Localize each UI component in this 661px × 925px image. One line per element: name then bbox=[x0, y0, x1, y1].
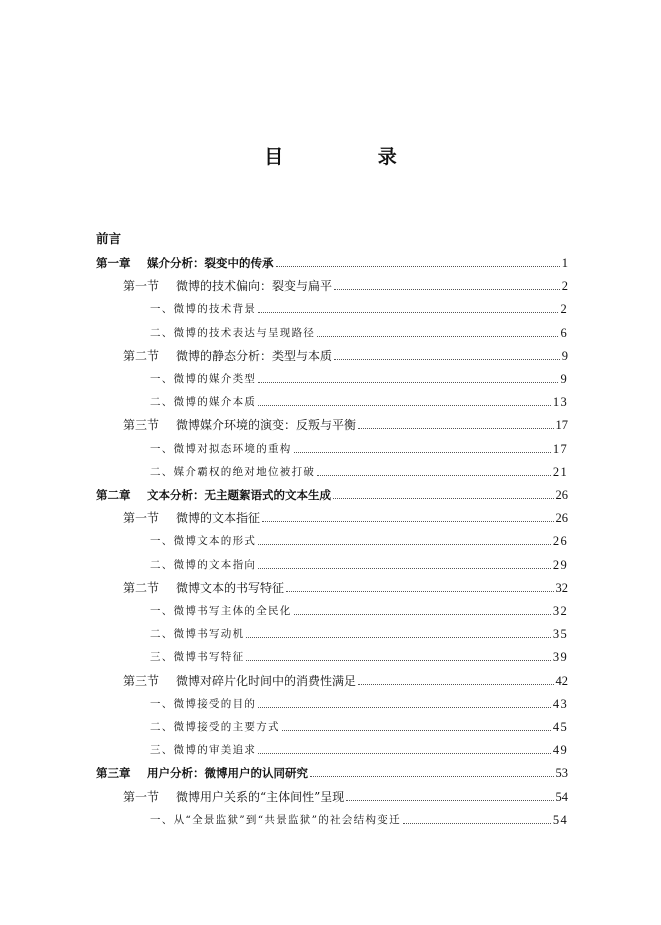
toc-entry-label bbox=[123, 673, 356, 689]
toc-sub-entry[interactable] bbox=[96, 533, 568, 549]
dot-leader bbox=[258, 707, 551, 708]
dot-leader bbox=[246, 660, 550, 661]
toc-entry-title: 一、微博接受的目的 bbox=[150, 697, 257, 710]
dot-leader bbox=[334, 289, 560, 290]
dot-leader bbox=[403, 823, 551, 824]
toc-entry-label bbox=[96, 255, 274, 271]
toc-page-number: 42 bbox=[555, 673, 568, 688]
dot-leader bbox=[334, 359, 560, 360]
toc-chapter-entry[interactable] bbox=[96, 255, 568, 271]
toc-entry-label bbox=[150, 696, 256, 712]
toc-entry-title: 二、微博书写动机 bbox=[150, 628, 245, 641]
toc-entry-number: 第二节 bbox=[123, 348, 160, 363]
page-title: 目 录 bbox=[264, 146, 441, 168]
toc-entry-label bbox=[123, 348, 332, 364]
dot-leader bbox=[246, 637, 550, 638]
toc-entry-label bbox=[150, 812, 401, 828]
toc-entry-title: 微博用户关系的“主体间性”呈现 bbox=[176, 789, 345, 804]
toc-entry-label bbox=[123, 580, 284, 596]
dot-leader bbox=[258, 544, 551, 545]
toc-entry-title: 二、微博接受的主要方式 bbox=[150, 721, 280, 733]
toc-entry-number: 第三章 bbox=[96, 766, 131, 781]
toc-sub-entry[interactable] bbox=[96, 812, 568, 828]
toc-page-number: 6 bbox=[560, 325, 568, 340]
dot-leader bbox=[310, 776, 554, 777]
dot-leader bbox=[294, 452, 551, 453]
toc-sub-entry[interactable] bbox=[96, 719, 568, 735]
toc-entry-label bbox=[150, 649, 244, 665]
toc-entry-label bbox=[150, 626, 244, 642]
toc-entry-title: 一、微博对拟态环境的重构 bbox=[150, 442, 292, 455]
toc-page-number: 1 bbox=[561, 256, 568, 270]
toc-entry-title: 一、从“全景监狱”到“共景监狱”的社会结构变迁 bbox=[150, 813, 401, 826]
toc-page-number: 43 bbox=[552, 696, 568, 711]
toc-entry-label bbox=[150, 301, 256, 317]
toc-sub-entry[interactable] bbox=[96, 371, 568, 387]
toc-entry-number: 第三节 bbox=[123, 673, 160, 688]
toc-entry-title: 微博的技术偏向：裂变与扁平 bbox=[176, 279, 333, 294]
toc-entry-title: 媒介分析：裂变中的传承 bbox=[147, 256, 274, 270]
toc-entry-title: 二、媒介霸权的绝对地位被打破 bbox=[150, 465, 316, 478]
toc-sub-entry[interactable] bbox=[96, 301, 568, 317]
toc-sub-entry[interactable] bbox=[96, 649, 568, 665]
toc-sub-entry[interactable] bbox=[96, 464, 568, 480]
toc-section-entry[interactable] bbox=[96, 510, 568, 526]
toc-preface[interactable]: 前言 bbox=[96, 231, 122, 246]
dot-leader bbox=[282, 730, 551, 731]
toc-page-number: 29 bbox=[552, 557, 568, 572]
toc-entry-label bbox=[123, 510, 260, 526]
dot-leader bbox=[317, 336, 558, 337]
toc-section-entry[interactable] bbox=[96, 580, 568, 596]
toc-page-number: 2 bbox=[561, 279, 568, 294]
toc-sub-entry[interactable] bbox=[96, 696, 568, 712]
toc-page-number: 9 bbox=[561, 348, 568, 363]
toc-page-number: 49 bbox=[552, 743, 568, 758]
dot-leader bbox=[262, 521, 553, 522]
toc-entry-number: 第一章 bbox=[96, 256, 131, 270]
toc-entry-title: 三、微博书写特征 bbox=[150, 651, 245, 664]
toc-page-number: 2 bbox=[560, 302, 568, 317]
toc-page-number: 53 bbox=[555, 766, 568, 781]
toc-entry-title: 微博媒介环境的演变：反叛与平衡 bbox=[176, 418, 357, 433]
toc-entry-title: 用户分析：微博用户的认同研究 bbox=[147, 766, 308, 781]
toc-entry-title: 一、微博文本的形式 bbox=[150, 535, 257, 548]
toc-page-number: 54 bbox=[555, 789, 568, 804]
toc-entry-title: 一、微博的技术背景 bbox=[150, 303, 257, 316]
toc-entry-label bbox=[150, 371, 256, 387]
toc-page-number: 39 bbox=[552, 650, 568, 665]
toc-section-entry[interactable] bbox=[96, 348, 568, 364]
toc-entry-title: 三、微博的审美追求 bbox=[150, 744, 257, 757]
toc-entry-number: 第二节 bbox=[123, 580, 160, 595]
toc-page-number: 9 bbox=[560, 372, 568, 386]
toc-entry-title: 微博对碎片化时间中的消费性满足 bbox=[176, 673, 357, 688]
dot-leader bbox=[333, 498, 554, 499]
toc-sub-entry[interactable] bbox=[96, 742, 568, 758]
toc-entry-label bbox=[150, 394, 256, 410]
toc-page-number: 26 bbox=[552, 534, 568, 549]
dot-leader bbox=[317, 475, 551, 476]
toc-entry-title: 二、微博的文本指向 bbox=[150, 558, 257, 571]
toc-entry-title: 微博的文本指征 bbox=[176, 511, 261, 526]
toc-page-number: 32 bbox=[555, 580, 568, 595]
toc-sub-entry[interactable] bbox=[96, 557, 568, 573]
toc-entry-label bbox=[150, 325, 315, 341]
toc-entry-label bbox=[150, 441, 292, 457]
toc-entry-label bbox=[123, 278, 332, 294]
toc-entry-label bbox=[96, 765, 308, 781]
toc-page-number: 54 bbox=[552, 812, 568, 827]
dot-leader bbox=[258, 405, 551, 406]
toc-section-entry[interactable] bbox=[96, 278, 568, 294]
toc-entry-label bbox=[150, 533, 256, 549]
toc-entry-label bbox=[150, 603, 292, 619]
toc-chapter-entry[interactable] bbox=[96, 487, 568, 503]
toc-entry-label bbox=[150, 719, 280, 735]
dot-leader bbox=[258, 312, 558, 313]
toc-entry-title: 一、微博的媒介类型 bbox=[150, 373, 257, 385]
dot-leader bbox=[286, 591, 553, 592]
toc-page-number: 26 bbox=[555, 488, 568, 502]
toc-entry-number: 第一节 bbox=[123, 279, 160, 294]
dot-leader bbox=[258, 753, 551, 754]
toc-entry-label bbox=[150, 742, 256, 758]
toc-entry-label bbox=[150, 557, 256, 573]
toc-sub-entry[interactable] bbox=[96, 626, 568, 642]
toc-page-number: 13 bbox=[552, 395, 568, 410]
dot-leader bbox=[358, 428, 553, 429]
toc-page-number: 17 bbox=[552, 441, 568, 456]
toc-page-number: 45 bbox=[552, 720, 568, 734]
toc-sub-entry[interactable] bbox=[96, 394, 568, 410]
dot-leader bbox=[346, 800, 553, 801]
toc-entry-title: 文本分析：无主题絮语式的文本生成 bbox=[147, 488, 331, 502]
toc-page-number: 35 bbox=[552, 627, 568, 642]
toc-entry-number: 第一节 bbox=[123, 511, 160, 526]
toc-entry-number: 第一节 bbox=[123, 789, 160, 804]
toc-entry-title: 二、微博的媒介本质 bbox=[150, 396, 257, 409]
dot-leader bbox=[358, 684, 553, 685]
toc-section-entry[interactable] bbox=[96, 673, 568, 689]
toc-entry-title: 微博的静态分析：类型与本质 bbox=[176, 348, 333, 363]
toc-section-entry[interactable] bbox=[96, 417, 568, 433]
toc-sub-entry[interactable] bbox=[96, 325, 568, 341]
toc-entry-label bbox=[123, 417, 356, 433]
toc-entry-number: 第三节 bbox=[123, 418, 160, 433]
toc-page-number: 17 bbox=[555, 418, 568, 433]
toc-page-number: 32 bbox=[552, 604, 568, 618]
toc-entry-title: 二、微博的技术表达与呈现路径 bbox=[150, 326, 316, 339]
toc-sub-entry[interactable] bbox=[96, 603, 568, 619]
toc-entry-label bbox=[150, 464, 315, 480]
toc-chapter-entry[interactable] bbox=[96, 765, 568, 781]
toc-entry-title: 一、微博书写主体的全民化 bbox=[150, 605, 292, 617]
dot-leader bbox=[276, 266, 560, 267]
dot-leader bbox=[258, 568, 551, 569]
toc-page-number: 26 bbox=[555, 511, 568, 526]
dot-leader bbox=[258, 382, 558, 383]
dot-leader bbox=[294, 614, 551, 615]
toc-sub-entry[interactable] bbox=[96, 441, 568, 457]
toc-entry-label bbox=[96, 487, 331, 503]
toc-entry-number: 第二章 bbox=[96, 488, 131, 502]
toc-entry-title: 微博文本的书写特征 bbox=[176, 580, 285, 595]
toc-page-number: 21 bbox=[552, 464, 568, 479]
toc-section-entry[interactable] bbox=[96, 789, 568, 805]
toc-entry-label bbox=[123, 789, 344, 805]
